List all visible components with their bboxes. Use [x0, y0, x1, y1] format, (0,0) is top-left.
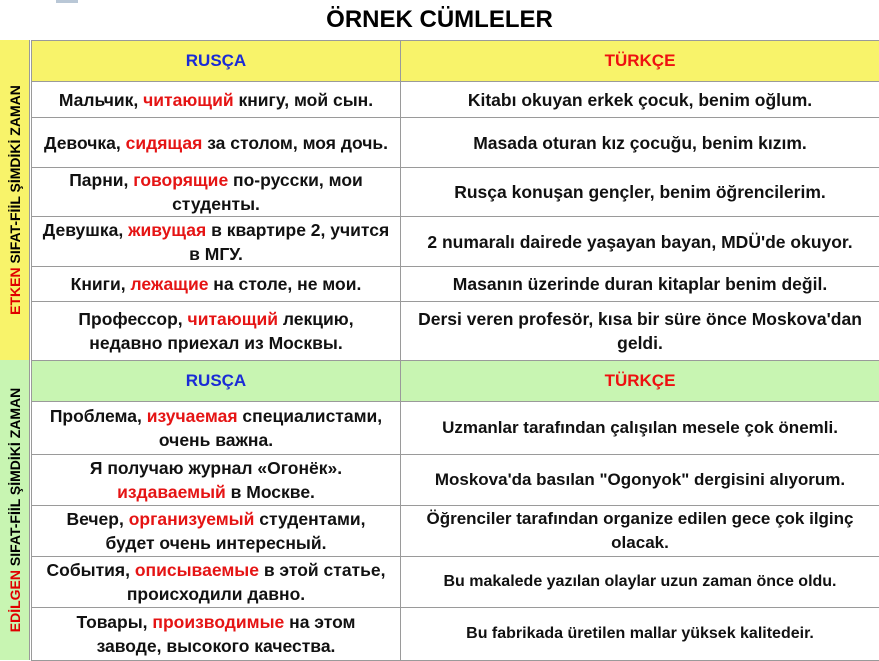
section-passive-participle — [0, 360, 879, 660]
table-row — [32, 455, 879, 506]
russian-sentence: Книги, лежащие на столе, не мои. — [32, 267, 401, 302]
russian-sentence: Девочка, сидящая за столом, моя дочь. — [32, 118, 401, 168]
participle-highlight: производимые — [152, 612, 284, 632]
table-row — [32, 118, 879, 168]
table-row — [32, 506, 879, 557]
examples-table-active — [31, 40, 879, 361]
russian-sentence: Мальчик, читающий книгу, мой сын. — [32, 82, 401, 118]
table-row — [32, 82, 879, 118]
turkish-sentence: Moskova'da basılan "Ogonyok" dergisini alıyorum. — [401, 455, 879, 506]
table-row — [32, 217, 879, 267]
participle-highlight: издаваемый — [117, 482, 226, 502]
participle-highlight: читающий — [188, 309, 278, 329]
side-label-passive-red: EDİLGEN — [7, 570, 23, 632]
side-label-passive — [0, 360, 30, 660]
participle-highlight: читающий — [143, 90, 233, 110]
turkish-sentence: Masanın üzerinde duran kitaplar benim değil. — [401, 267, 879, 302]
turkish-sentence: Rusça konuşan gençler, benim öğrencilerim. — [401, 168, 879, 217]
table-row — [32, 402, 879, 455]
table-header-row — [32, 361, 879, 402]
table-row — [32, 267, 879, 302]
side-label-active — [0, 40, 30, 360]
participle-highlight: живущая — [128, 220, 206, 240]
russian-sentence: Товары, производимые на этом заводе, высокого качества. — [32, 608, 401, 661]
section-active-participle — [0, 40, 879, 360]
header-rusca: RUSÇA — [32, 361, 401, 402]
turkish-sentence: Kitabı okuyan erkek çocuk, benim oğlum. — [401, 82, 879, 118]
page-title: ÖRNEK CÜMLELER — [0, 0, 879, 40]
participle-highlight: сидящая — [126, 133, 203, 153]
side-label-active-rest: SIFAT-FİİL ŞİMDİKİ ZAMAN — [7, 85, 23, 267]
russian-sentence: События, описываемые в этой статье, происходили давно. — [32, 557, 401, 608]
table-row — [32, 557, 879, 608]
participle-highlight: лежащие — [130, 274, 208, 294]
turkish-sentence: 2 numaralı dairede yaşayan bayan, MDÜ'de okuyor. — [401, 217, 879, 267]
turkish-sentence: Bu fabrikada üretilen mallar yüksek kalitedeir. — [401, 608, 879, 661]
russian-sentence: Проблема, изучаемая специалистами, очень важна. — [32, 402, 401, 455]
table-row — [32, 302, 879, 361]
participle-highlight: организуемый — [129, 509, 255, 529]
russian-sentence: Парни, говорящие по-русски, мои студенты. — [32, 168, 401, 217]
russian-sentence: Я получаю журнал «Огонёк». издаваемый в Москве. — [32, 455, 401, 506]
side-label-passive-rest: SIFAT-FİİL ŞİMDİKİ ZAMAN — [7, 388, 23, 570]
table-header-row — [32, 41, 879, 82]
header-turkce: TÜRKÇE — [401, 41, 879, 82]
russian-sentence: Девушка, живущая в квартире 2, учится в МГУ. — [32, 217, 401, 267]
participle-highlight: говорящие — [133, 170, 228, 190]
side-label-active-red: ETKEN — [7, 267, 23, 314]
table-row — [32, 608, 879, 661]
header-turkce: TÜRKÇE — [401, 361, 879, 402]
turkish-sentence: Masada oturan kız çocuğu, benim kızım. — [401, 118, 879, 168]
russian-sentence: Профессор, читающий лекцию, недавно приехал из Москвы. — [32, 302, 401, 361]
turkish-sentence: Uzmanlar tarafından çalışılan mesele çok önemli. — [401, 402, 879, 455]
header-rusca: RUSÇA — [32, 41, 401, 82]
russian-sentence: Вечер, организуемый студентами, будет очень интересный. — [32, 506, 401, 557]
turkish-sentence: Bu makalede yazılan olaylar uzun zaman önce oldu. — [401, 557, 879, 608]
table-row — [32, 168, 879, 217]
examples-table-passive — [31, 360, 879, 661]
turkish-sentence: Dersi veren profesör, kısa bir süre önce Moskova'dan geldi. — [401, 302, 879, 361]
turkish-sentence: Öğrenciler tarafından organize edilen gece çok ilginç olacak. — [401, 506, 879, 557]
participle-highlight: описываемые — [135, 560, 259, 580]
participle-highlight: изучаемая — [147, 406, 238, 426]
